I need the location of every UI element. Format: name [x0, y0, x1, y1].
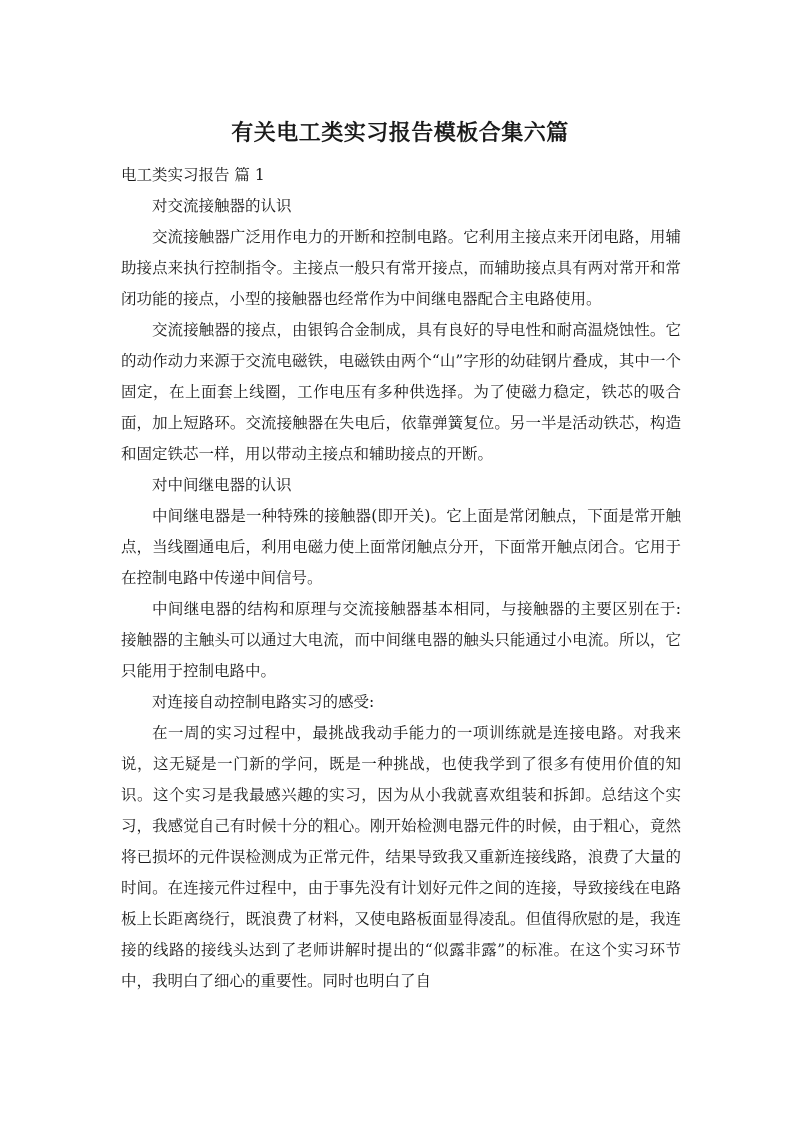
subheading-contactor: 对交流接触器的认识 [152, 197, 292, 215]
paragraph: 中间继电器是一种特殊的接触器(即开关)。它上面是常闭触点，下面是常开触点，当线圈通电后，利用电磁力使上面常闭触点分开，下面常开触点闭合。它用于在控制电路中传递中间信号。 [121, 507, 681, 587]
paragraph: 中间继电器的结构和原理与交流接触器基本相同，与接触器的主要区别在于:接触器的主触头可以通过大电流，而中间继电器的触头只能通过小电流。所以，它只能用于控制电路中。 [121, 600, 681, 680]
subheading-feelings: 对连接自动控制电路实习的感受: [152, 693, 375, 711]
paragraph: 交流接触器广泛用作电力的开断和控制电路。它利用主接点来开闭电路，用辅助接点来执行控制指令。主接点一般只有常开接点，而辅助接点具有两对常开和常闭功能的接点，小型的接触器也经常作为中间继电器配合主电路使用。 [121, 228, 681, 308]
section-label: 电工类实习报告 篇 1 [121, 166, 265, 184]
document-body [121, 160, 681, 997]
subheading-relay: 对中间继电器的认识 [152, 476, 292, 494]
paragraph: 在一周的实习过程中，最挑战我动手能力的一项训练就是连接电路。对我来说，这无疑是一门新的学问，既是一种挑战，也使我学到了很多有使用价值的知识。这个实习是我最感兴趣的实习，因为从小我就喜欢组装和拆卸。总结这个实习，我感觉自己有时候十分的粗心。刚开始检测电器元件的时候，由于粗心，竟然将已损坏的元件误检测成为正常元件，结果导致我又重新连接线路，浪费了大量的时间。在连接元件过程中，由于事先没有计划好元件之间的连接，导致接线在电路板上长距离绕行，既浪费了材料，又使电路板面显得凌乱。但值得欣慰的是，我连接的线路的接线头达到了老师讲解时提出的“似露非露”的标准。在这个实习环节中，我明白了细心的重要性。同时也明白了自 [121, 724, 681, 990]
document-title: 有关电工类实习报告模板合集六篇 [231, 121, 569, 146]
paragraph: 交流接触器的接点，由银钨合金制成，具有良好的导电性和耐高温烧蚀性。它的动作动力来源于交流电磁铁，电磁铁由两个“山”字形的幼硅钢片叠成，其中一个固定，在上面套上线圈，工作电压有多种供选择。为了使磁力稳定，铁芯的吸合面，加上短路环。交流接触器在失电后，依靠弹簧复位。另一半是活动铁芯，构造和固定铁芯一样，用以带动主接点和辅助接点的开断。 [121, 321, 681, 463]
